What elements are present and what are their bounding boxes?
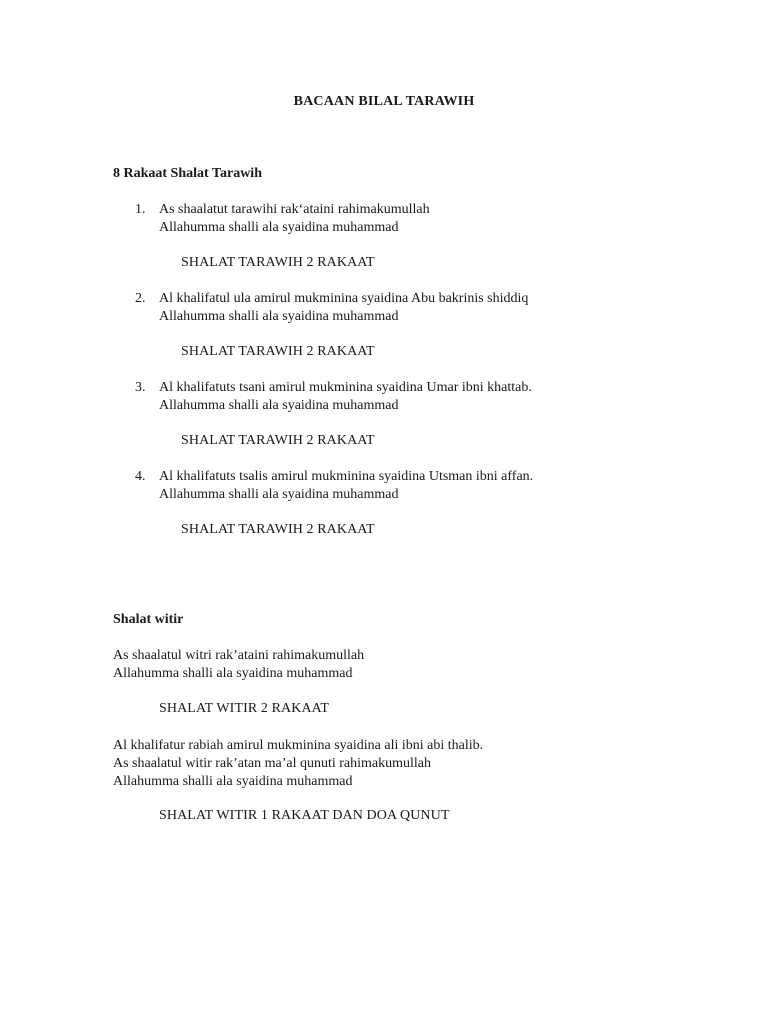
item-number: 1. xyxy=(135,202,146,217)
witir-line-2: As shaalatul witir rak’atan ma’al qunuti rahimakumullah xyxy=(113,756,432,771)
witir-line-2: Allahumma shalli ala syaidina muhammad xyxy=(113,666,353,681)
witir-heading: Shalat witir xyxy=(113,612,184,627)
item-instruction: SHALAT TARAWIH 2 RAKAAT xyxy=(181,433,375,448)
item-instruction: SHALAT TARAWIH 2 RAKAAT xyxy=(181,522,375,537)
witir-line-1: As shaalatul witri rak’ataini rahimakumullah xyxy=(113,648,365,663)
item-line-1: Al khalifatuts tsani amirul mukminina syaidina Umar ibni khattab. xyxy=(159,380,532,395)
item-line-2: Allahumma shalli ala syaidina muhammad xyxy=(159,309,399,324)
item-line-2: Allahumma shalli ala syaidina muhammad xyxy=(159,220,399,235)
item-number: 3. xyxy=(135,380,146,395)
witir-line-3: Allahumma shalli ala syaidina muhammad xyxy=(113,774,353,789)
document-title: BACAAN BILAL TARAWIH xyxy=(293,94,475,109)
item-line-1: Al khalifatuts tsalis amirul mukminina syaidina Utsman ibni affan. xyxy=(159,469,534,484)
item-line-2: Allahumma shalli ala syaidina muhammad xyxy=(159,398,399,413)
tarawih-heading: 8 Rakaat Shalat Tarawih xyxy=(113,166,262,181)
item-instruction: SHALAT TARAWIH 2 RAKAAT xyxy=(181,344,375,359)
witir-instruction: SHALAT WITIR 2 RAKAAT xyxy=(159,701,329,716)
item-line-1: Al khalifatul ula amirul mukminina syaidina Abu bakrinis shiddiq xyxy=(159,291,529,306)
witir-line-1: Al khalifatur rabiah amirul mukminina syaidina ali ibni abi thalib. xyxy=(113,738,484,753)
item-line-2: Allahumma shalli ala syaidina muhammad xyxy=(159,487,399,502)
item-number: 4. xyxy=(135,469,146,484)
witir-instruction: SHALAT WITIR 1 RAKAAT DAN DOA QUNUT xyxy=(159,808,450,823)
item-number: 2. xyxy=(135,291,146,306)
item-line-1: As shaalatut tarawihi rak‘ataini rahimakumullah xyxy=(159,202,430,217)
item-instruction: SHALAT TARAWIH 2 RAKAAT xyxy=(181,255,375,270)
